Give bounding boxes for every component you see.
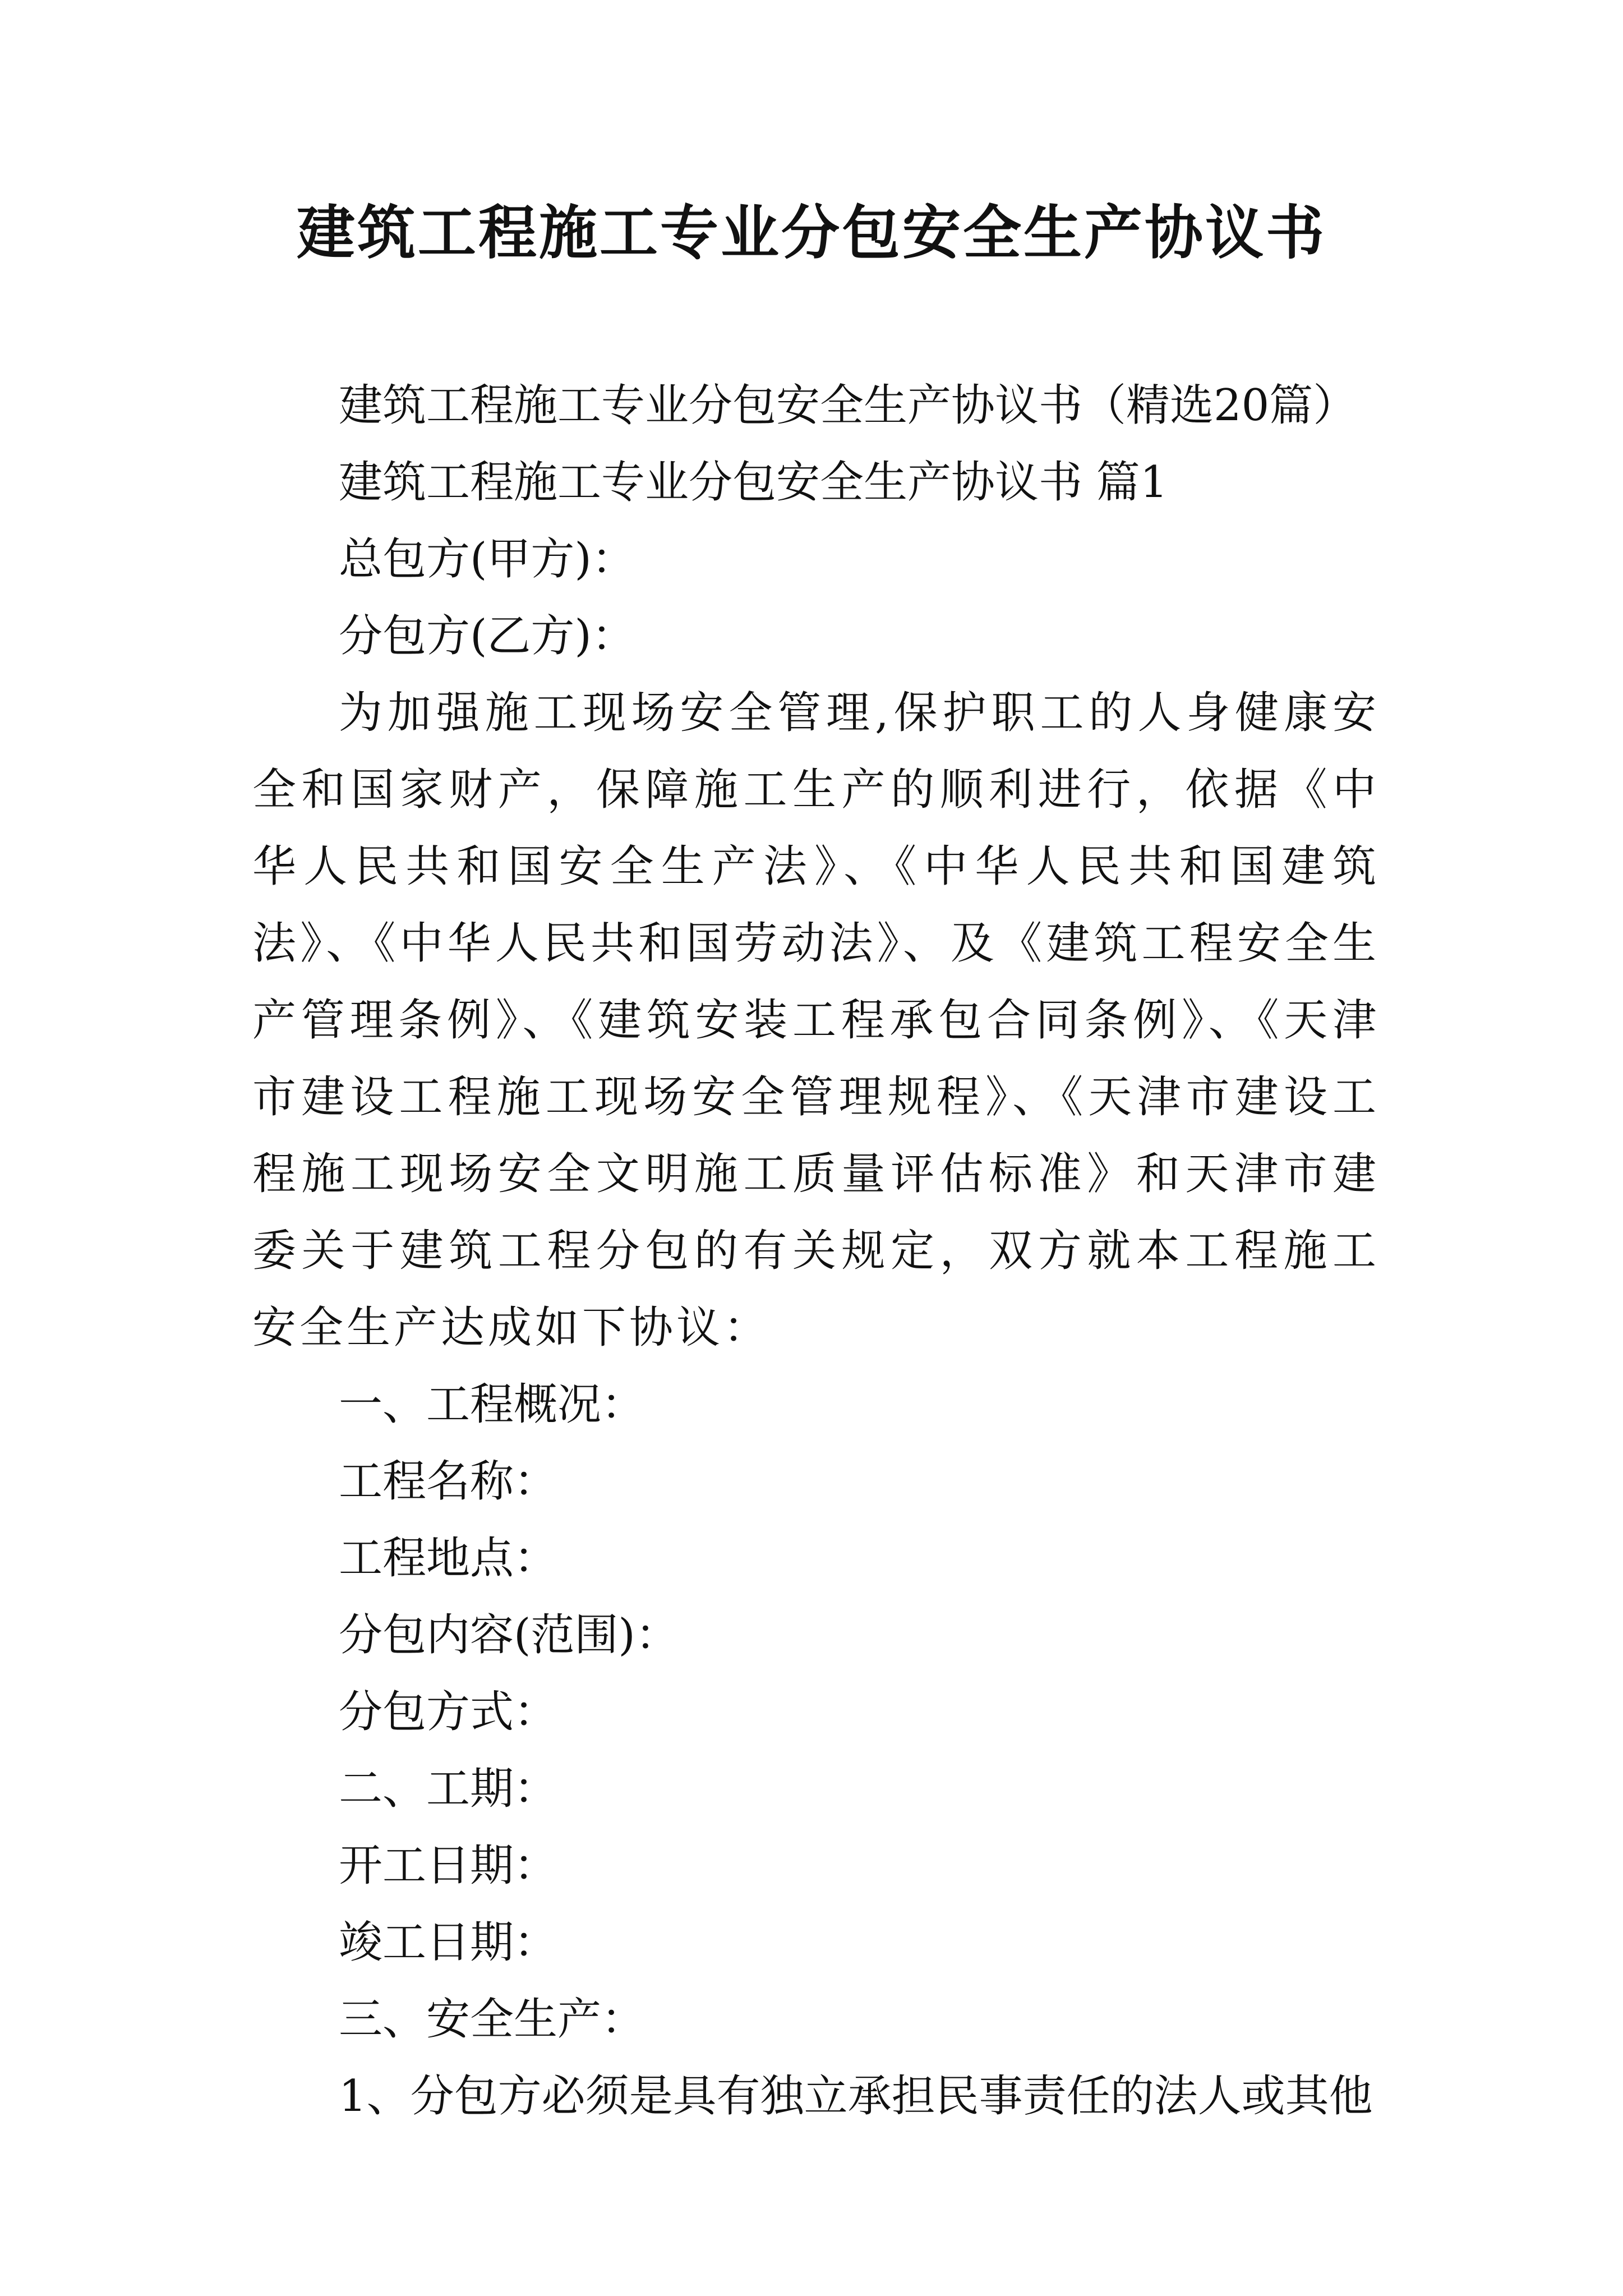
section-1-heading: 一、工程概况： — [339, 1379, 645, 1430]
party-a-line: 总包方(甲方)： — [339, 534, 635, 585]
subcontract-method-line: 分包方式： — [339, 1687, 558, 1737]
section-3-heading: 三、安全生产： — [339, 1994, 645, 2045]
subcontract-content-line: 分包内容(范围)： — [339, 1610, 679, 1660]
document-body — [252, 367, 1380, 2135]
project-name-line: 工程名称： — [339, 1456, 558, 1507]
section-2-heading: 二、工期： — [339, 1764, 558, 1814]
project-location-line: 工程地点： — [339, 1533, 558, 1584]
start-date-line: 开工日期： — [339, 1841, 558, 1891]
clause-1-line: 1、分包方必须是具有独立承担民事责任的法人或其他 — [339, 2071, 1373, 2122]
article-title-line: 建筑工程施工专业分包安全生产协议书 篇1 — [339, 457, 1168, 508]
party-b-line: 分包方(乙方)： — [339, 611, 635, 661]
intro-paragraph: 为加强施工现场安全管理,保护职工的人身健康安全和国家财产，保障施工生产的顺利进行，依据《中华人民共和国安全生产法》、《中华人民共和国建筑法》、《中华人民共和国劳动法》、及《建筑工程安全生产管理条例》、《建筑安装工程承包合同条例》、《天津市建设工程施工现场安全管理规程》、《天津市建设工程施工现场安全文明施工质量评估标准》和天津市建委关于建筑工程分包的有关规定，双方就本工程施工安全生产达成如下协议： — [252, 688, 1380, 1353]
collection-title-line: 建筑工程施工专业分包安全生产协议书（精选20篇） — [339, 380, 1357, 431]
document-title: 建筑工程施工专业分包安全生产协议书 — [296, 198, 1326, 267]
completion-date-line: 竣工日期： — [339, 1917, 558, 1968]
